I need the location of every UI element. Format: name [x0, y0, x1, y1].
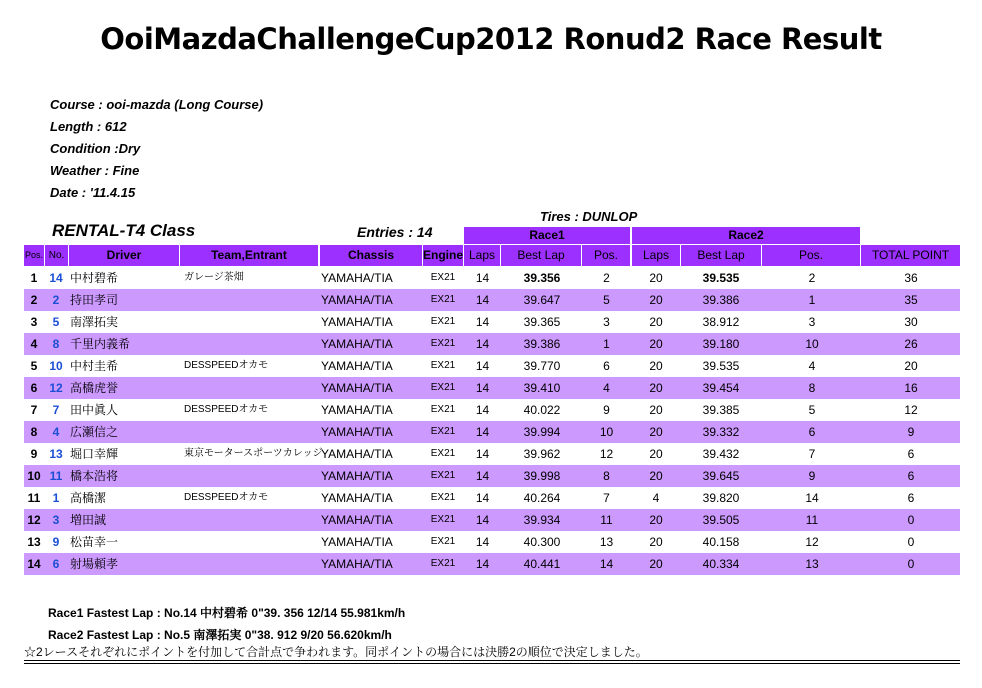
row-race1-pos: 9 [603, 403, 610, 417]
row-race1-pos: 7 [603, 491, 610, 505]
row-chassis: YAMAHA/TIA [321, 337, 393, 351]
row-race2-laps: 20 [649, 557, 663, 571]
col-best2-header: Best Lap [681, 245, 761, 266]
row-race2-best-lap: 39.386 [702, 293, 740, 307]
row-chassis: YAMAHA/TIA [321, 469, 393, 483]
row-chassis: YAMAHA/TIA [321, 293, 393, 307]
row-team [184, 553, 319, 575]
row-driver: 射場頼孝 [70, 557, 119, 571]
table-row [24, 267, 960, 289]
class-label: RENTAL-T4 Class [52, 221, 196, 240]
row-number: 9 [52, 535, 60, 549]
row-race2-best-lap: 38.912 [702, 315, 740, 329]
row-race1-best-lap: 39.998 [523, 469, 561, 483]
row-engine: EX21 [430, 470, 456, 481]
col-team-header: Team,Entrant [180, 245, 318, 266]
row-race2-laps: 20 [649, 315, 663, 329]
table-row [24, 311, 960, 333]
table-row [24, 487, 960, 509]
row-race2-laps: 20 [649, 513, 663, 527]
row-race1-best-lap: 39.356 [523, 271, 561, 285]
row-engine: EX21 [430, 492, 456, 503]
row-race2-best-lap: 39.820 [702, 491, 740, 505]
row-driver: 松苗幸一 [70, 535, 119, 549]
row-race2-best-lap: 39.332 [702, 425, 740, 439]
row-driver: 増田誠 [70, 513, 107, 527]
row-team: 東京モータースポーツカレッジ [184, 448, 323, 459]
table-row [24, 443, 960, 465]
row-race2-pos: 2 [808, 271, 816, 285]
row-team: DESSPEEDオカモ [184, 404, 269, 415]
row-race2-best-lap: 39.645 [702, 469, 740, 483]
row-total-points: 26 [904, 337, 918, 351]
row-race2-laps: 4 [652, 491, 660, 505]
row-number: 14 [49, 271, 63, 285]
row-total-points: 12 [904, 403, 918, 417]
course-info: Course : ooi-mazda (Long Course) [50, 97, 264, 112]
row-total-points: 16 [904, 381, 918, 395]
date-info: Date : '11.4.15 [50, 185, 136, 200]
row-race2-pos: 11 [805, 513, 819, 527]
row-pos: 1 [30, 271, 38, 285]
row-race1-best-lap: 40.264 [523, 491, 561, 505]
row-engine: EX21 [430, 448, 456, 459]
row-number: 12 [49, 381, 63, 395]
row-race2-best-lap: 40.158 [702, 535, 740, 549]
row-race1-pos: 11 [600, 513, 613, 527]
row-race1-laps: 14 [475, 535, 490, 549]
row-race2-best-lap: 39.535 [702, 271, 740, 285]
row-race1-pos: 4 [603, 381, 610, 395]
row-race2-pos: 7 [808, 447, 816, 461]
row-pos: 2 [30, 293, 38, 307]
row-chassis: YAMAHA/TIA [321, 315, 393, 329]
row-chassis: YAMAHA/TIA [321, 447, 393, 461]
row-number: 13 [49, 447, 63, 461]
row-race1-pos: 12 [599, 447, 614, 461]
row-race2-best-lap: 40.334 [702, 557, 740, 571]
row-total-points: 6 [907, 491, 915, 505]
row-driver: 南澤拓実 [70, 315, 119, 329]
row-race2-best-lap: 39.180 [702, 337, 740, 351]
row-driver: 中村圭希 [70, 359, 119, 373]
row-chassis: YAMAHA/TIA [321, 403, 393, 417]
row-team: DESSPEEDオカモ [184, 360, 269, 371]
row-driver: 高橋虎誉 [70, 381, 119, 395]
row-race2-pos: 3 [808, 315, 816, 329]
row-number: 4 [52, 425, 60, 439]
row-race1-laps: 14 [475, 337, 490, 351]
table-row [24, 377, 960, 399]
row-race2-laps: 20 [649, 381, 663, 395]
row-chassis: YAMAHA/TIA [321, 271, 393, 285]
row-driver: 中村碧希 [70, 271, 119, 285]
row-team [184, 465, 319, 487]
col-no-header: No. [45, 245, 68, 266]
row-race2-laps: 20 [649, 447, 663, 461]
col-pos-header: Pos. [24, 245, 44, 266]
row-engine: EX21 [430, 316, 456, 327]
row-total-points: 0 [907, 557, 915, 571]
col-laps2-header: Laps [632, 245, 680, 266]
row-team [184, 289, 319, 311]
col-pos1-header: Pos. [582, 245, 630, 266]
row-pos: 5 [30, 359, 38, 373]
row-driver: 橋本浩将 [70, 469, 119, 483]
row-race2-laps: 20 [649, 359, 663, 373]
row-race1-laps: 14 [475, 447, 490, 461]
table-row [24, 531, 960, 553]
row-team: DESSPEEDオカモ [184, 492, 269, 503]
row-total-points: 0 [907, 513, 915, 527]
row-pos: 10 [27, 469, 41, 483]
row-number: 1 [52, 491, 60, 505]
row-race1-pos: 13 [599, 535, 614, 549]
length-info: Length : 612 [50, 119, 127, 134]
row-engine: EX21 [430, 338, 456, 349]
row-team [184, 509, 319, 531]
row-race2-pos: 14 [805, 491, 819, 505]
row-number: 11 [49, 469, 63, 483]
footer-rule-2 [24, 663, 960, 664]
row-team [184, 421, 319, 443]
row-race2-laps: 20 [649, 425, 663, 439]
row-race2-pos: 4 [808, 359, 816, 373]
row-race2-laps: 20 [649, 271, 663, 285]
row-race1-laps: 14 [475, 315, 490, 329]
row-race1-best-lap: 39.647 [523, 293, 561, 307]
row-total-points: 30 [904, 315, 918, 329]
row-race1-laps: 14 [475, 425, 490, 439]
entries-label: Entries : 14 [357, 224, 433, 240]
row-engine: EX21 [430, 404, 456, 415]
row-total-points: 6 [907, 447, 915, 461]
row-race2-pos: 1 [808, 293, 816, 307]
table-row [24, 553, 960, 575]
row-number: 10 [49, 359, 63, 373]
row-engine: EX21 [430, 294, 456, 305]
row-race1-best-lap: 39.770 [523, 359, 561, 373]
row-driver: 千里内義希 [70, 337, 131, 351]
weather-info: Weather : Fine [50, 163, 140, 178]
row-race1-laps: 14 [475, 293, 490, 307]
col-engine-header: Engine [423, 245, 463, 266]
row-race1-laps: 14 [475, 403, 490, 417]
row-race1-laps: 14 [475, 381, 490, 395]
row-race2-pos: 5 [808, 403, 816, 417]
row-pos: 6 [30, 381, 38, 395]
row-race1-pos: 10 [599, 425, 614, 439]
race2-fastest-lap: Race2 Fastest Lap : No.5 南澤拓実 0"38. 912 9/20 56.620km/h [48, 628, 392, 642]
row-pos: 7 [30, 403, 38, 417]
row-total-points: 9 [907, 425, 915, 439]
table-row [24, 289, 960, 311]
row-team: ガレージ茶畑 [184, 272, 244, 283]
col-chassis-header: Chassis [320, 245, 422, 266]
row-pos: 3 [30, 315, 38, 329]
race1-header: Race1 [464, 227, 630, 244]
row-race2-laps: 20 [649, 469, 663, 483]
row-driver: 田中眞人 [70, 403, 119, 417]
row-race1-best-lap: 39.410 [523, 381, 561, 395]
row-race1-laps: 14 [475, 469, 490, 483]
row-number: 6 [52, 557, 60, 571]
row-driver: 高橋潔 [70, 491, 107, 505]
row-driver: 堀口幸輝 [70, 447, 119, 461]
row-pos: 12 [27, 513, 41, 527]
row-race1-best-lap: 39.994 [523, 425, 561, 439]
row-race2-best-lap: 39.432 [702, 447, 740, 461]
row-race1-best-lap: 39.962 [523, 447, 561, 461]
row-race1-laps: 14 [475, 513, 490, 527]
col-pos2-header: Pos. [762, 245, 860, 266]
row-race2-laps: 20 [649, 293, 663, 307]
row-team [184, 333, 319, 355]
row-chassis: YAMAHA/TIA [321, 557, 393, 571]
row-number: 2 [52, 293, 60, 307]
table-row [24, 355, 960, 377]
row-engine: EX21 [430, 514, 456, 525]
race2-header: Race2 [632, 227, 860, 244]
row-race2-laps: 20 [649, 403, 663, 417]
row-race2-laps: 20 [649, 337, 663, 351]
race1-fastest-lap: Race1 Fastest Lap : No.14 中村碧希 0"39. 356 12/14 55.981km/h [48, 606, 406, 620]
row-race2-pos: 9 [808, 469, 816, 483]
table-row [24, 465, 960, 487]
row-team [184, 311, 319, 333]
row-engine: EX21 [430, 558, 456, 569]
points-note: ☆2レースそれぞれにポイントを付加して合計点で争われます。同ポイントの場合には決勝2の順位で決定しました。 [24, 645, 648, 659]
row-race1-pos: 14 [599, 557, 614, 571]
row-race1-best-lap: 39.365 [523, 315, 561, 329]
row-number: 5 [52, 315, 60, 329]
col-laps1-header: Laps [464, 245, 500, 266]
row-race1-pos: 5 [603, 293, 610, 307]
row-race1-laps: 14 [475, 557, 490, 571]
row-number: 3 [52, 513, 60, 527]
row-race1-best-lap: 39.934 [523, 513, 561, 527]
row-chassis: YAMAHA/TIA [321, 513, 393, 527]
row-team [184, 377, 319, 399]
row-race2-best-lap: 39.505 [702, 513, 740, 527]
row-total-points: 0 [907, 535, 915, 549]
row-race2-best-lap: 39.535 [702, 359, 740, 373]
race-info [50, 94, 263, 204]
col-best1-header: Best Lap [501, 245, 581, 266]
row-chassis: YAMAHA/TIA [321, 381, 393, 395]
col-driver-header: Driver [69, 245, 179, 266]
table-row [24, 509, 960, 531]
row-race1-pos: 1 [603, 337, 610, 351]
row-engine: EX21 [430, 426, 456, 437]
table-row [24, 421, 960, 443]
row-race1-laps: 14 [475, 359, 490, 373]
tires-label: Tires : DUNLOP [540, 209, 638, 224]
table-row [24, 399, 960, 421]
row-race2-best-lap: 39.454 [702, 381, 740, 395]
row-pos: 4 [30, 337, 38, 351]
row-pos: 9 [30, 447, 38, 461]
row-race1-pos: 2 [603, 271, 610, 285]
row-race1-best-lap: 39.386 [523, 337, 561, 351]
col-total-header: TOTAL POINT [861, 245, 960, 266]
row-race1-pos: 8 [603, 469, 610, 483]
row-chassis: YAMAHA/TIA [321, 425, 393, 439]
row-chassis: YAMAHA/TIA [321, 491, 393, 505]
row-pos: 13 [27, 535, 41, 549]
page-title: OoiMazdaChallengeCup2012 Ronud2 Race Result [100, 22, 882, 56]
row-race1-best-lap: 40.300 [523, 535, 561, 549]
row-total-points: 6 [907, 469, 915, 483]
row-driver: 持田孝司 [70, 293, 119, 307]
row-engine: EX21 [430, 360, 456, 371]
row-engine: EX21 [430, 536, 456, 547]
row-total-points: 20 [904, 359, 918, 373]
condition-info: Condition :Dry [50, 141, 141, 156]
row-total-points: 36 [904, 271, 918, 285]
row-race1-best-lap: 40.441 [523, 557, 561, 571]
row-race2-pos: 13 [805, 557, 819, 571]
row-race1-laps: 14 [475, 271, 490, 285]
row-race1-laps: 14 [475, 491, 490, 505]
row-chassis: YAMAHA/TIA [321, 359, 393, 373]
row-race2-pos: 8 [808, 381, 816, 395]
table-row [24, 333, 960, 355]
row-race2-pos: 12 [805, 535, 819, 549]
row-race1-pos: 6 [603, 359, 610, 373]
footer-rule [24, 660, 960, 661]
row-chassis: YAMAHA/TIA [321, 535, 393, 549]
row-race2-pos: 10 [805, 337, 819, 351]
row-race2-best-lap: 39.385 [702, 403, 740, 417]
row-team [184, 531, 319, 553]
row-engine: EX21 [430, 272, 456, 283]
row-number: 8 [52, 337, 60, 351]
row-engine: EX21 [430, 382, 456, 393]
row-driver: 広瀬信之 [70, 425, 119, 439]
row-number: 7 [52, 403, 60, 417]
row-race2-pos: 6 [808, 425, 816, 439]
row-total-points: 35 [904, 293, 918, 307]
row-pos: 8 [30, 425, 38, 439]
row-pos: 14 [27, 557, 41, 571]
row-race1-pos: 3 [603, 315, 610, 329]
row-race2-laps: 20 [649, 535, 663, 549]
row-race1-best-lap: 40.022 [523, 403, 561, 417]
row-pos: 11 [27, 491, 41, 505]
